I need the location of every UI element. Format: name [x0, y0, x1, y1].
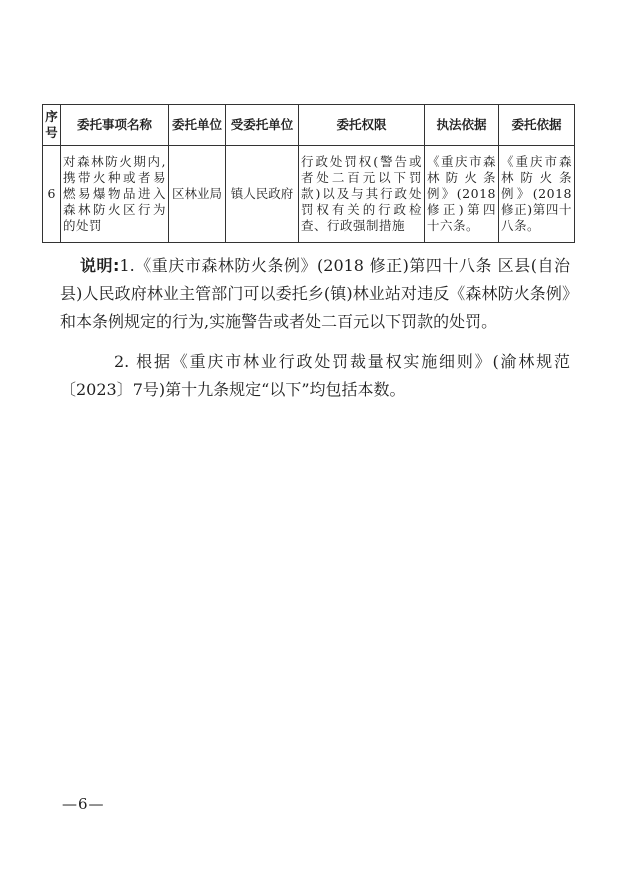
delegation-table [42, 104, 575, 243]
header-legal-basis: 执法依据 [425, 105, 499, 146]
note-1-text: 1.《重庆市森林防火条例》(2018 修正)第四十八条 区县(自治县)人民政府林业主管部门可以委托乡(镇)林业站对违反《森林防火条例》和本条例规定的行为,实施警告或者处二百元以下罚款的处罚。 [60, 256, 570, 331]
notes-label: 说明: [80, 256, 120, 275]
header-authority: 委托权限 [299, 105, 425, 146]
notes-section [60, 252, 570, 404]
table-row [43, 146, 575, 243]
header-seq: 序号 [43, 105, 61, 146]
header-delegatee: 受委托单位 [226, 105, 299, 146]
cell-delegatee: 镇人民政府 [226, 146, 299, 243]
note-1 [60, 252, 570, 336]
page-number: —6— [62, 795, 105, 813]
cell-delegation-basis: 《重庆市森林防火条例》(2018修正)第四十八条。 [499, 146, 575, 243]
cell-item-name: 对森林防火期内,携带火种或者易燃易爆物品进入森林防火区行为的处罚 [61, 146, 169, 243]
header-delegation-basis: 委托依据 [499, 105, 575, 146]
note-2: 2. 根据《重庆市林业行政处罚裁量权实施细则》(渝林规范〔2023〕7号)第十九条规定“以下”均包括本数。 [60, 352, 570, 399]
table-header-row [43, 105, 575, 146]
cell-legal-basis: 《重庆市森林防火条例》(2018修正)第四十六条。 [425, 146, 499, 243]
cell-seq: 6 [43, 146, 61, 243]
cell-authority: 行政处罚权(警告或者处二百元以下罚款)以及与其行政处罚权有关的行政检查、行政强制措施 [299, 146, 425, 243]
cell-delegator: 区林业局 [169, 146, 226, 243]
header-delegator: 委托单位 [169, 105, 226, 146]
header-item-name: 委托事项名称 [61, 105, 169, 146]
